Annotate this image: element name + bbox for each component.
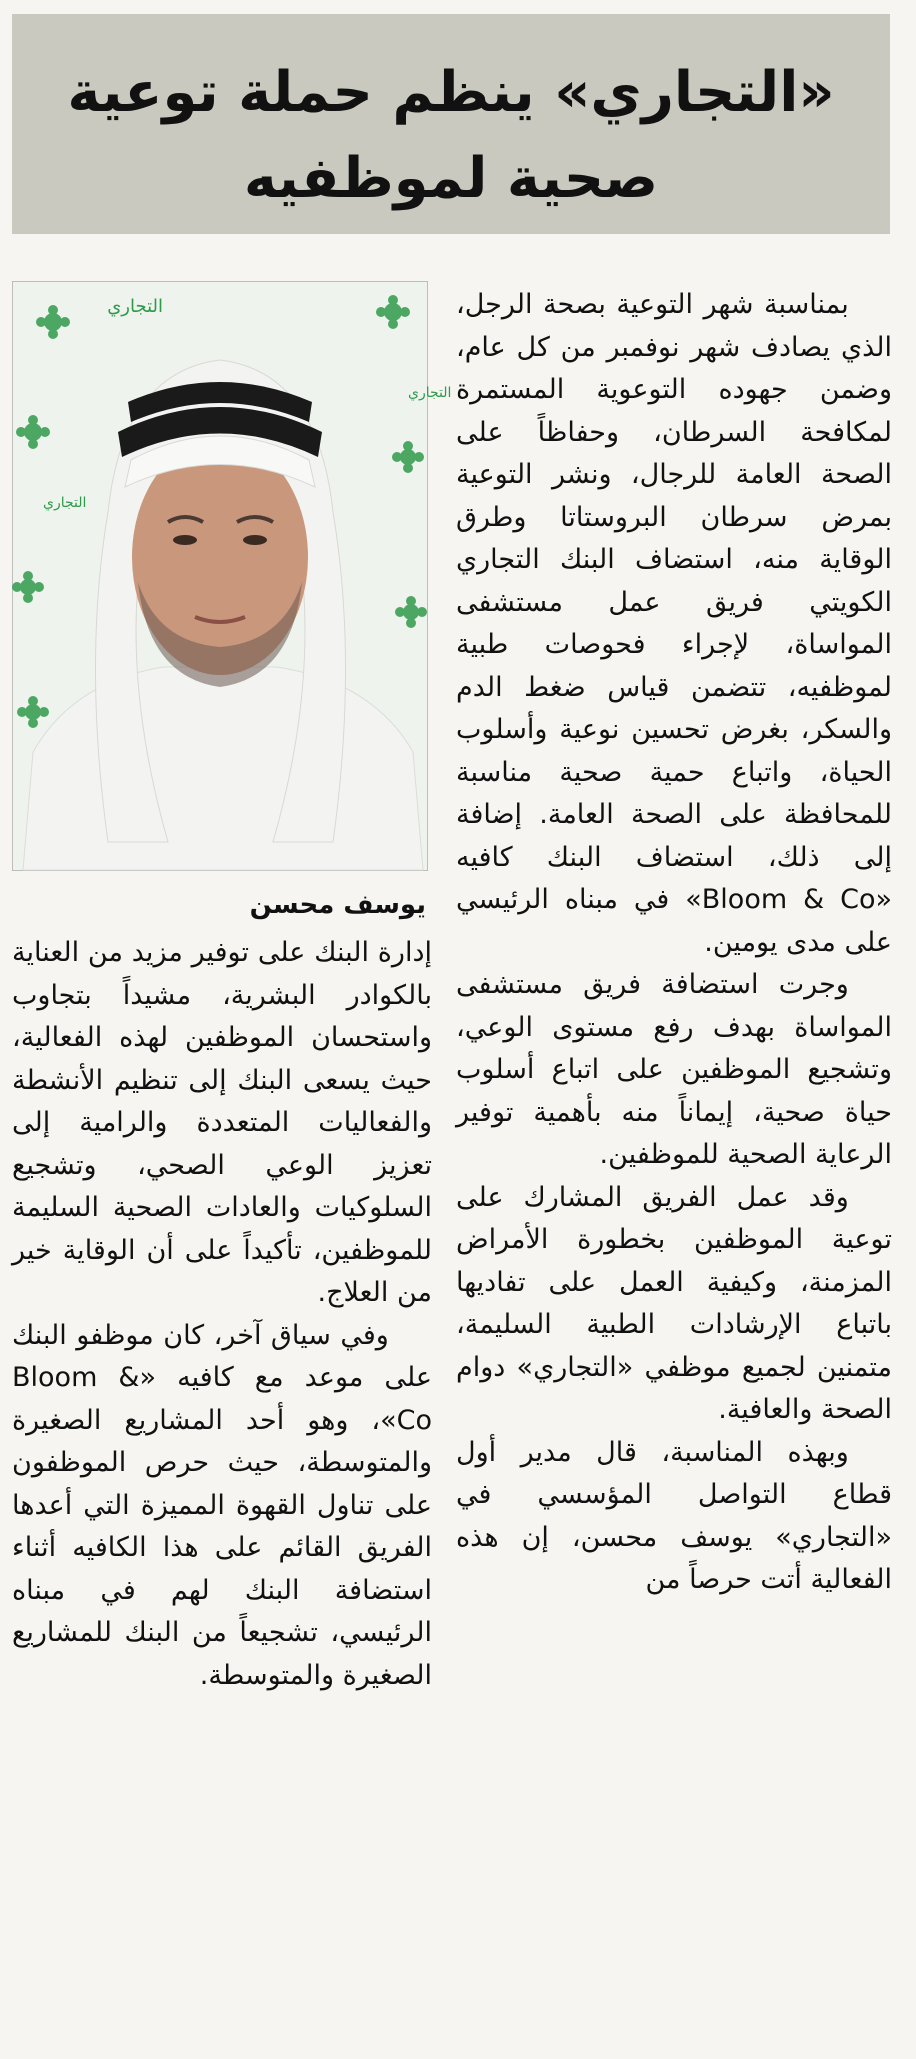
logo-text-2: التجاري xyxy=(408,385,452,401)
article-column-left xyxy=(12,932,432,2052)
logo-text-3: التجاري xyxy=(43,495,87,511)
paragraph: وجرت استضافة فريق مستشفى المواساة بهدف رفع مستوى الوعي، وتشجيع الموظفين على اتباع أسلوب حياة صحية، إيماناً منه بأهمية توفير الرعاية الصحية للموظفين. xyxy=(456,969,892,1170)
paragraph: وبهذه المناسبة، قال مدير أول قطاع التواصل المؤسسي في «التجاري» يوسف محسن، إن هذه الفعالية أتت حرصاً من xyxy=(456,1436,892,1595)
headline-line-1: «التجاري» ينظم حملة توعية xyxy=(67,60,835,125)
headline-banner xyxy=(12,14,890,234)
paragraph: بمناسبة شهر التوعية بصحة الرجل، الذي يصادف شهر نوفمبر من كل عام، وضمن جهوده التوعوية المستمرة لمكافحة السرطان، وحفاظاً على الصحة العامة للرجال، ونشر التوعية بمرض سرطان البروستاتا وطرق الوقاية منه، استضاف البنك التجاري الكويتي فريق عمل مستشفى المواساة، لإجراء فحوصات طبية لموظفيه، تتضمن قياس ضغط الدم والسكر، بغرض تحسين نوعية وأسلوب الحياة، واتباع حمية صحية مناسبة للمحافظة على الصحة العامة. إضافة إلى ذلك، استضاف البنك كافيه «Bloom & Co» في مبناه الرئيسي على مدى يومين. xyxy=(456,289,892,958)
article-column-right xyxy=(456,284,892,2054)
paragraph: وفي سياق آخر، كان موظفو البنك على موعد مع كافيه «Bloom & Co»، وهو أحد المشاريع الصغيرة والمتوسطة، حيث حرص الموظفون على تناول القهوة المميزة التي أعدها الفريق القائم على هذا الكافيه أثناء استضافة البنك لهم في مبناه الرئيسي، تشجيعاً من البنك للمشاريع الصغيرة والمتوسطة. xyxy=(12,1319,432,1691)
portrait-photo xyxy=(12,281,452,871)
logo-text: التجاري xyxy=(107,296,163,317)
paragraph: إدارة البنك على توفير مزيد من العناية بالكوادر البشرية، مشيداً بتجاوب واستحسان الموظفين لهذه الفعالية، حيث يسعى البنك إلى تنظيم الأنشطة والفعاليات المتعددة والرامية إلى تعزيز الوعي الصحي، وتشجيع السلوكيات والعادات الصحية السليمة للموظفين، تأكيداً على أن الوقاية خير من العلاج. xyxy=(12,937,432,1308)
photo-caption: يوسف محسن xyxy=(249,890,426,920)
paragraph: وقد عمل الفريق المشارك على توعية الموظفين بخطورة الأمراض المزمنة، وكيفية العمل على تفاديها باتباع الإرشادات الطبية السليمة، متمنين لجميع موظفي «التجاري» دوام الصحة والعافية. xyxy=(456,1181,892,1425)
portrait-illustration xyxy=(13,282,452,870)
headline-line-2: صحية لموظفيه xyxy=(243,146,659,211)
